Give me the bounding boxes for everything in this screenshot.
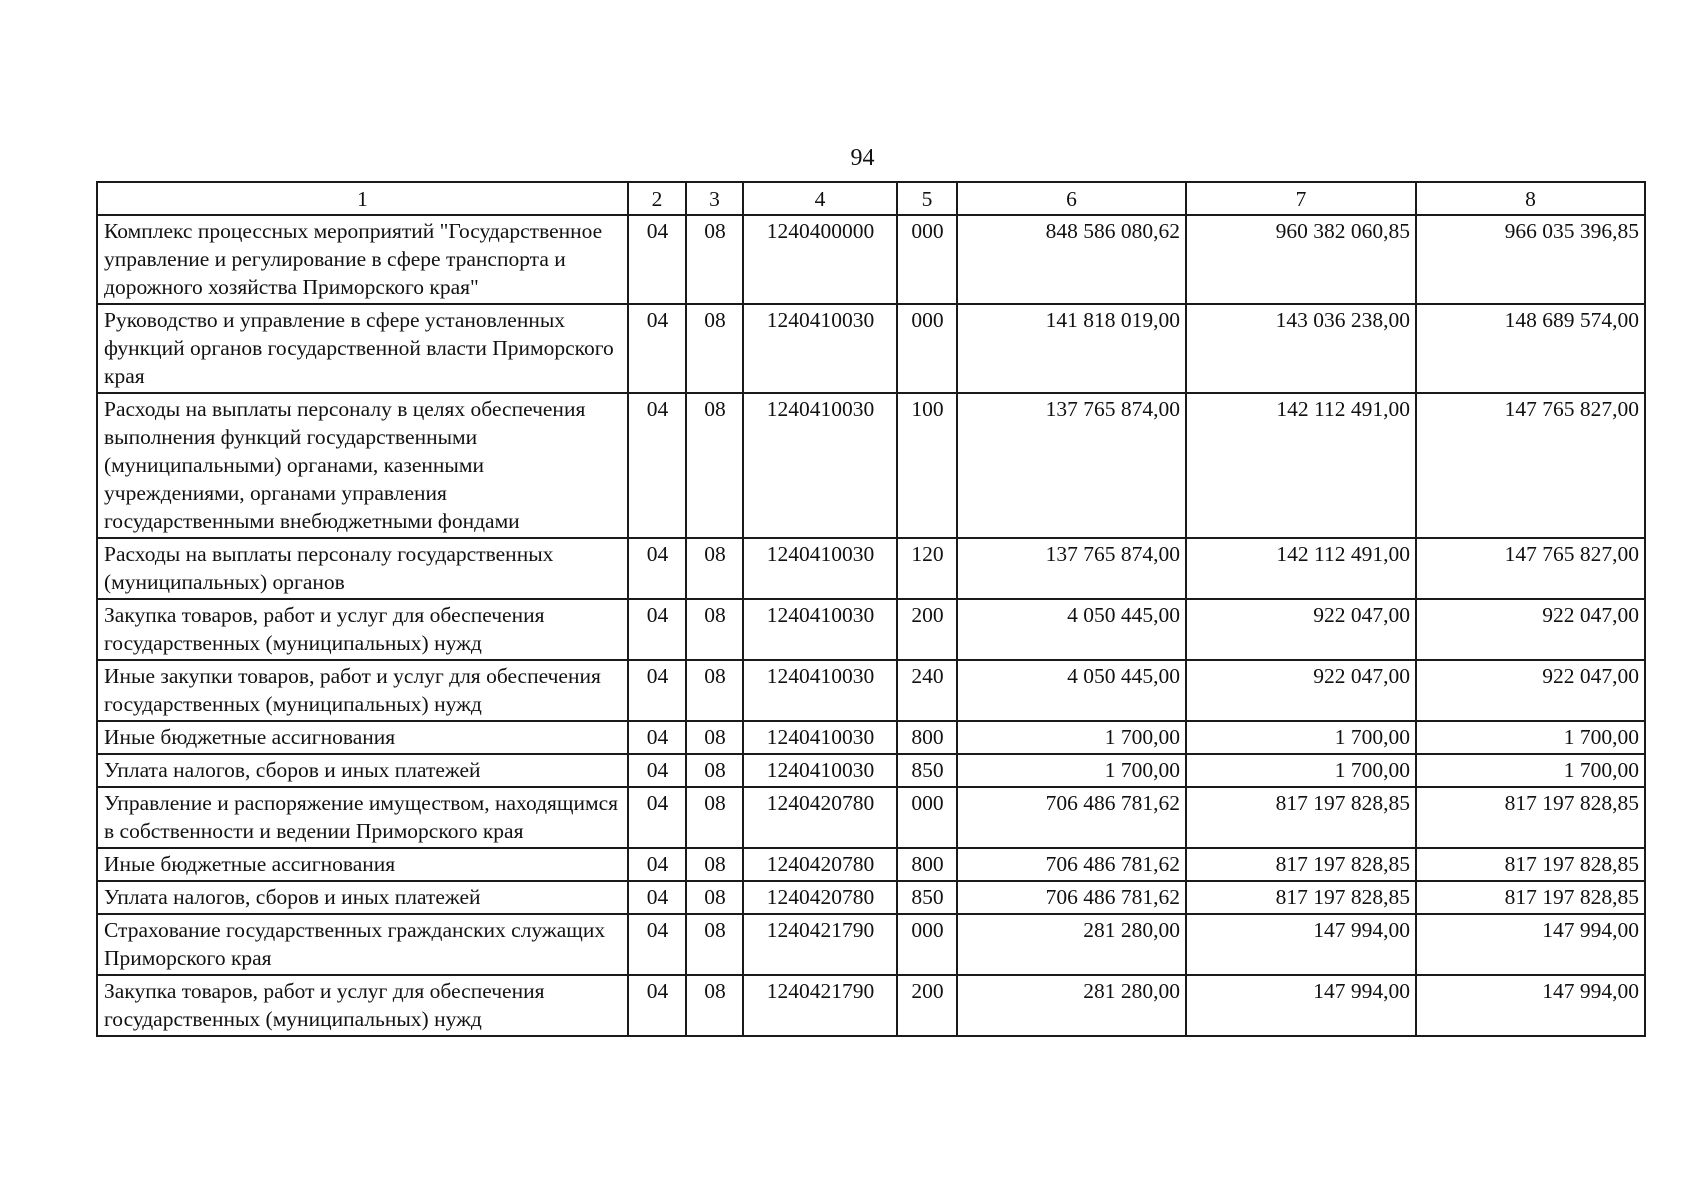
row-amount-8: 147 765 827,00 <box>1416 393 1645 538</box>
row-name: Иные закупки товаров, работ и услуг для обеспечения государственных (муниципальных) нужд <box>97 660 628 721</box>
row-target-code: 1240410030 <box>743 660 897 721</box>
row-amount-8: 148 689 574,00 <box>1416 304 1645 393</box>
row-section-code: 04 <box>628 881 686 914</box>
row-amount-6: 1 700,00 <box>957 754 1186 787</box>
row-amount-6: 281 280,00 <box>957 914 1186 975</box>
row-subsection-code: 08 <box>686 215 743 304</box>
table-row <box>97 538 1645 599</box>
row-amount-8: 147 994,00 <box>1416 914 1645 975</box>
table-row <box>97 754 1645 787</box>
table-row <box>97 848 1645 881</box>
row-target-code: 1240420780 <box>743 881 897 914</box>
row-amount-6: 137 765 874,00 <box>957 538 1186 599</box>
column-header-3: 3 <box>686 182 743 215</box>
row-amount-7: 817 197 828,85 <box>1186 881 1416 914</box>
row-name: Уплата налогов, сборов и иных платежей <box>97 754 628 787</box>
page-number: 94 <box>850 145 875 171</box>
row-expense-type-code: 100 <box>897 393 957 538</box>
table-row <box>97 215 1645 304</box>
row-amount-6: 4 050 445,00 <box>957 660 1186 721</box>
row-amount-7: 147 994,00 <box>1186 975 1416 1036</box>
table-body <box>97 215 1645 1036</box>
row-name: Руководство и управление в сфере установленных функций органов государственной власти Приморского края <box>97 304 628 393</box>
row-expense-type-code: 800 <box>897 848 957 881</box>
row-amount-6: 706 486 781,62 <box>957 881 1186 914</box>
row-target-code: 1240410030 <box>743 754 897 787</box>
row-subsection-code: 08 <box>686 721 743 754</box>
row-target-code: 1240420780 <box>743 848 897 881</box>
column-header-1: 1 <box>97 182 628 215</box>
row-amount-6: 281 280,00 <box>957 975 1186 1036</box>
row-amount-6: 4 050 445,00 <box>957 599 1186 660</box>
row-subsection-code: 08 <box>686 975 743 1036</box>
row-amount-6: 706 486 781,62 <box>957 848 1186 881</box>
budget-table <box>96 181 1646 1037</box>
row-section-code: 04 <box>628 538 686 599</box>
column-header-5: 5 <box>897 182 957 215</box>
row-subsection-code: 08 <box>686 660 743 721</box>
row-amount-7: 922 047,00 <box>1186 660 1416 721</box>
row-section-code: 04 <box>628 975 686 1036</box>
row-amount-8: 817 197 828,85 <box>1416 787 1645 848</box>
row-target-code: 1240410030 <box>743 538 897 599</box>
row-target-code: 1240410030 <box>743 721 897 754</box>
row-name: Иные бюджетные ассигнования <box>97 848 628 881</box>
row-amount-6: 706 486 781,62 <box>957 787 1186 848</box>
row-amount-8: 147 994,00 <box>1416 975 1645 1036</box>
row-expense-type-code: 850 <box>897 881 957 914</box>
row-amount-7: 142 112 491,00 <box>1186 538 1416 599</box>
row-expense-type-code: 120 <box>897 538 957 599</box>
row-name: Закупка товаров, работ и услуг для обеспечения государственных (муниципальных) нужд <box>97 975 628 1036</box>
row-expense-type-code: 200 <box>897 599 957 660</box>
column-header-8: 8 <box>1416 182 1645 215</box>
row-amount-8: 1 700,00 <box>1416 721 1645 754</box>
row-expense-type-code: 240 <box>897 660 957 721</box>
row-section-code: 04 <box>628 754 686 787</box>
row-amount-6: 141 818 019,00 <box>957 304 1186 393</box>
row-amount-8: 922 047,00 <box>1416 660 1645 721</box>
row-expense-type-code: 000 <box>897 914 957 975</box>
column-header-7: 7 <box>1186 182 1416 215</box>
row-subsection-code: 08 <box>686 787 743 848</box>
row-target-code: 1240410030 <box>743 599 897 660</box>
column-header-2: 2 <box>628 182 686 215</box>
row-section-code: 04 <box>628 599 686 660</box>
row-amount-6: 1 700,00 <box>957 721 1186 754</box>
row-amount-7: 143 036 238,00 <box>1186 304 1416 393</box>
table-row <box>97 304 1645 393</box>
row-subsection-code: 08 <box>686 848 743 881</box>
table-row <box>97 599 1645 660</box>
row-amount-7: 817 197 828,85 <box>1186 848 1416 881</box>
row-amount-8: 1 700,00 <box>1416 754 1645 787</box>
row-name: Расходы на выплаты персоналу государственных (муниципальных) органов <box>97 538 628 599</box>
row-section-code: 04 <box>628 914 686 975</box>
row-amount-7: 142 112 491,00 <box>1186 393 1416 538</box>
row-amount-8: 817 197 828,85 <box>1416 848 1645 881</box>
row-amount-6: 137 765 874,00 <box>957 393 1186 538</box>
row-subsection-code: 08 <box>686 393 743 538</box>
table-row <box>97 660 1645 721</box>
table-row <box>97 721 1645 754</box>
row-section-code: 04 <box>628 721 686 754</box>
row-name: Комплекс процессных мероприятий "Государственное управление и регулирование в сфере транспорта и дорожного хозяйства Приморского края" <box>97 215 628 304</box>
row-expense-type-code: 000 <box>897 304 957 393</box>
header-row <box>97 182 1645 215</box>
row-expense-type-code: 850 <box>897 754 957 787</box>
row-section-code: 04 <box>628 393 686 538</box>
row-subsection-code: 08 <box>686 914 743 975</box>
row-target-code: 1240421790 <box>743 975 897 1036</box>
row-expense-type-code: 000 <box>897 787 957 848</box>
row-subsection-code: 08 <box>686 881 743 914</box>
row-section-code: 04 <box>628 215 686 304</box>
row-name: Уплата налогов, сборов и иных платежей <box>97 881 628 914</box>
row-amount-7: 817 197 828,85 <box>1186 787 1416 848</box>
row-amount-7: 922 047,00 <box>1186 599 1416 660</box>
row-amount-8: 817 197 828,85 <box>1416 881 1645 914</box>
row-subsection-code: 08 <box>686 754 743 787</box>
table-row <box>97 787 1645 848</box>
row-target-code: 1240400000 <box>743 215 897 304</box>
row-section-code: 04 <box>628 787 686 848</box>
row-target-code: 1240410030 <box>743 393 897 538</box>
row-section-code: 04 <box>628 660 686 721</box>
row-target-code: 1240421790 <box>743 914 897 975</box>
row-name: Управление и распоряжение имуществом, находящимся в собственности и ведении Приморского края <box>97 787 628 848</box>
row-section-code: 04 <box>628 848 686 881</box>
table-row <box>97 914 1645 975</box>
table-row <box>97 393 1645 538</box>
row-subsection-code: 08 <box>686 599 743 660</box>
row-section-code: 04 <box>628 304 686 393</box>
table-row <box>97 975 1645 1036</box>
row-amount-6: 848 586 080,62 <box>957 215 1186 304</box>
row-amount-8: 147 765 827,00 <box>1416 538 1645 599</box>
row-amount-8: 966 035 396,85 <box>1416 215 1645 304</box>
row-subsection-code: 08 <box>686 538 743 599</box>
column-header-4: 4 <box>743 182 897 215</box>
row-amount-7: 147 994,00 <box>1186 914 1416 975</box>
row-amount-7: 1 700,00 <box>1186 754 1416 787</box>
column-header-6: 6 <box>957 182 1186 215</box>
row-expense-type-code: 000 <box>897 215 957 304</box>
table-row <box>97 881 1645 914</box>
row-amount-7: 960 382 060,85 <box>1186 215 1416 304</box>
row-name: Иные бюджетные ассигнования <box>97 721 628 754</box>
row-name: Закупка товаров, работ и услуг для обеспечения государственных (муниципальных) нужд <box>97 599 628 660</box>
row-expense-type-code: 200 <box>897 975 957 1036</box>
row-target-code: 1240420780 <box>743 787 897 848</box>
row-target-code: 1240410030 <box>743 304 897 393</box>
row-expense-type-code: 800 <box>897 721 957 754</box>
row-amount-8: 922 047,00 <box>1416 599 1645 660</box>
row-name: Расходы на выплаты персоналу в целях обеспечения выполнения функций государственными (муниципальными) органами, казенными учреждениями, органами управления государственными внебюджетными фондами <box>97 393 628 538</box>
row-name: Страхование государственных гражданских служащих Приморского края <box>97 914 628 975</box>
row-amount-7: 1 700,00 <box>1186 721 1416 754</box>
row-subsection-code: 08 <box>686 304 743 393</box>
